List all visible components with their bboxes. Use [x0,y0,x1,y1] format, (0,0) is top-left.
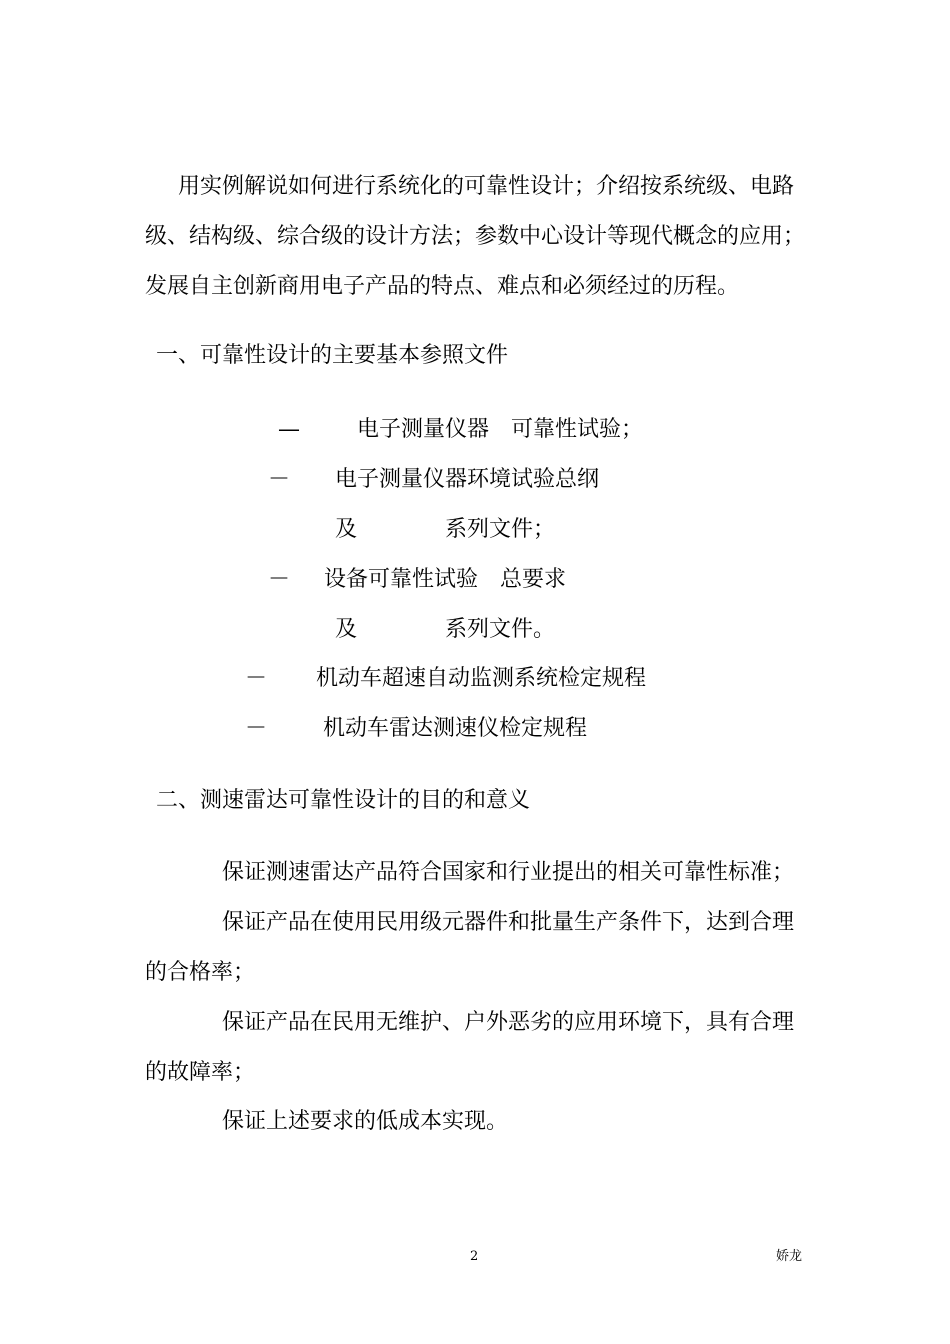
purpose-paragraph-2-line-1: 保证产品在使用民用级元器件和批量生产条件下，达到合理 [222,910,795,935]
list-item-1-text: 电子测量仪器 可靠性试验； [357,417,644,442]
purpose-paragraph-2-line-2: 的合格率； [145,960,256,985]
intro-line-1: 用实例解说如何进行系统化的可靠性设计；介绍按系统级、电路 [178,174,795,199]
purpose-paragraph-3-line-1: 保证产品在民用无维护、户外恶劣的应用环境下，具有合理 [222,1010,795,1035]
list-item-3-text: 及 系列文件； [335,517,556,542]
list-item-5-text: 及 系列文件。 [335,617,556,642]
list-item-7-text: 机动车雷达测速仪检定规程 [323,716,588,741]
list-item-2-dash: － [268,467,291,492]
intro-line-3: 发展自主创新商用电子产品的特点、难点和必须经过的历程。 [145,274,740,299]
intro-line-2: 级、结构级、综合级的设计方法；参数中心设计等现代概念的应用； [145,224,806,249]
purpose-paragraph-3-line-2: 的故障率； [145,1060,256,1085]
list-item-4-text: 设备可靠性试验 总要求 [324,567,567,592]
purpose-paragraph-4: 保证上述要求的低成本实现。 [222,1109,509,1134]
list-item-4-dash: － [268,567,291,592]
list-item-2-text: 电子测量仪器环境试验总纲 [335,467,600,492]
page-number: 2 [470,1249,479,1264]
list-item-6-dash: － [245,666,268,691]
list-item-6-text: 机动车超速自动监测系统检定规程 [316,666,647,691]
section-1-heading: 一、可靠性设计的主要基本参照文件 [156,343,509,368]
section-2-heading: 二、测速雷达可靠性设计的目的和意义 [156,788,531,813]
list-item-7-dash: － [245,716,268,741]
footer-author: 娇龙 [776,1249,803,1264]
purpose-paragraph-1: 保证测速雷达产品符合国家和行业提出的相关可靠性标准； [222,860,795,885]
list-item-1-dash: — [278,417,300,442]
